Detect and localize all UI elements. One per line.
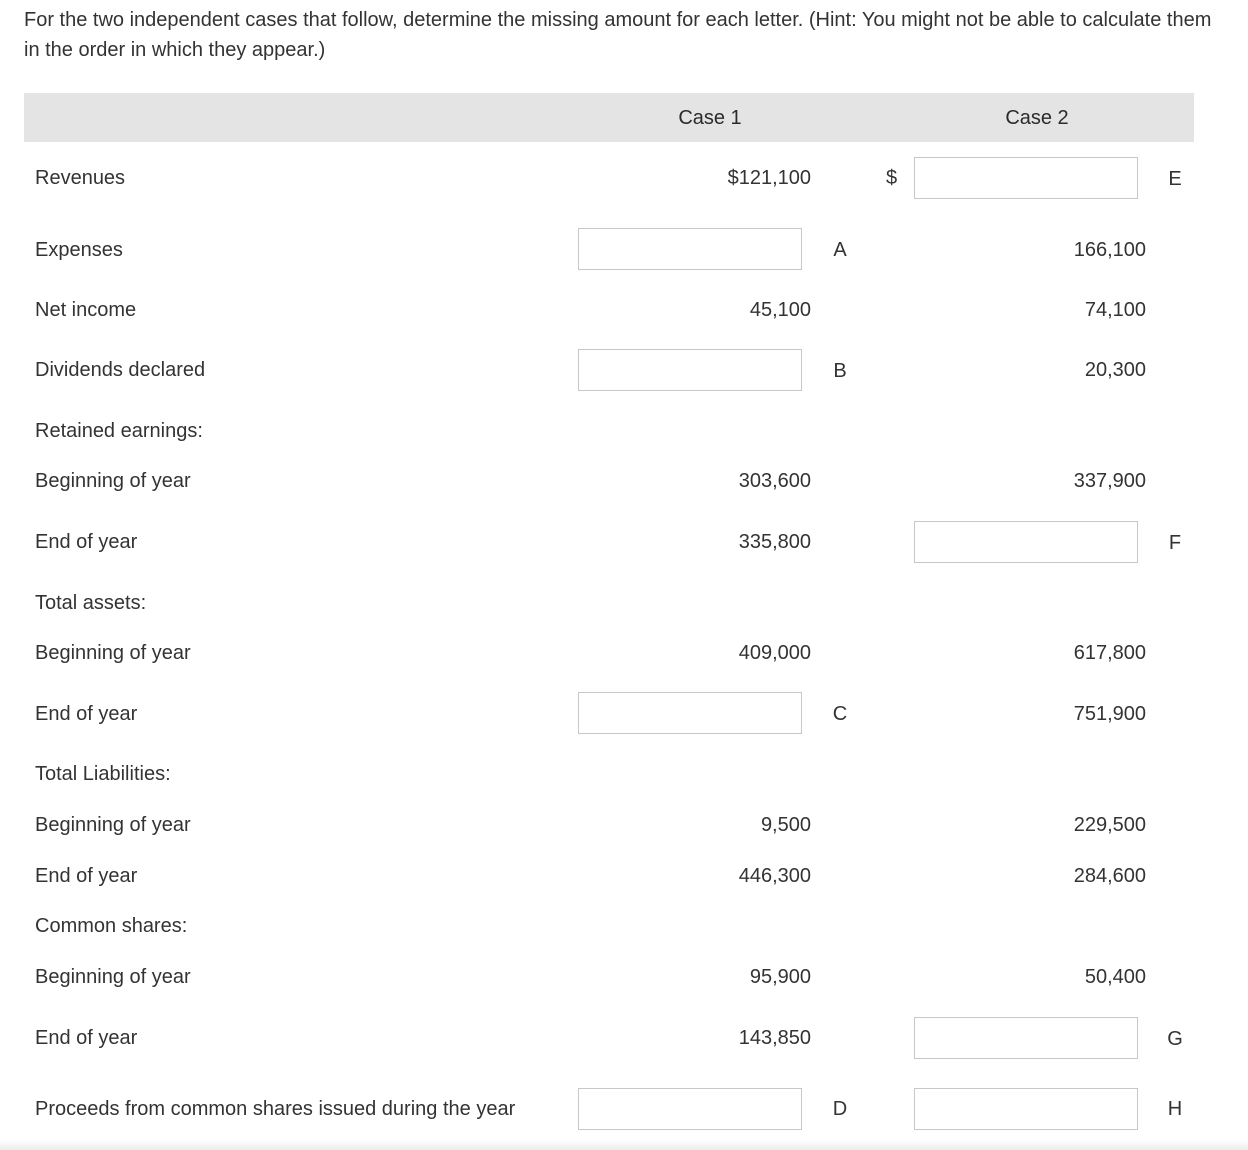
tl-end-case-2-value: 284,600 <box>1073 865 1146 887</box>
tl-beginning-case-1-value: 9,500 <box>760 814 811 836</box>
ta-end-case-2-value: 751,900 <box>1073 703 1146 725</box>
tl-end-case-1-value: 446,300 <box>738 865 811 887</box>
net-income-case-1-value: 45,100 <box>749 299 811 321</box>
re-beginning-case-1-value: 303,600 <box>738 470 811 492</box>
letter-d: D <box>832 1098 848 1120</box>
row-label-cs-end: End of year <box>35 1027 138 1049</box>
letter-c: C <box>832 703 848 725</box>
row-label-tl-end: End of year <box>35 865 138 887</box>
section-heading-retained-earnings: Retained earnings: <box>35 420 203 442</box>
input-c[interactable] <box>578 692 802 734</box>
letter-f: F <box>1168 532 1182 554</box>
row-label-cs-beginning: Beginning of year <box>35 966 191 988</box>
ta-beginning-case-2-value: 617,800 <box>1073 642 1146 664</box>
net-income-case-2-value: 74,100 <box>1084 299 1146 321</box>
row-label-re-beginning: Beginning of year <box>35 470 191 492</box>
input-a[interactable] <box>578 228 802 270</box>
cs-beginning-case-2-value: 50,400 <box>1084 966 1146 988</box>
input-b[interactable] <box>578 349 802 391</box>
section-heading-total-assets: Total assets: <box>35 592 147 614</box>
cs-end-case-1-value: 143,850 <box>738 1027 811 1049</box>
section-heading-common-shares: Common shares: <box>35 915 188 937</box>
column-header-case-1: Case 1 <box>678 107 742 129</box>
column-header-case-2: Case 2 <box>1005 107 1069 129</box>
input-f[interactable] <box>914 521 1138 563</box>
input-e[interactable] <box>914 157 1138 199</box>
cs-beginning-case-1-value: 95,900 <box>749 966 811 988</box>
dividends-case-2-value: 20,300 <box>1084 359 1146 381</box>
letter-g: G <box>1167 1028 1183 1050</box>
dollar-sign: $ <box>886 167 898 189</box>
bottom-edge-shadow <box>0 1140 1248 1150</box>
input-d[interactable] <box>578 1088 802 1130</box>
row-label-ta-end: End of year <box>35 703 138 725</box>
re-end-case-1-value: 335,800 <box>738 531 811 553</box>
row-label-revenues: Revenues <box>35 167 126 189</box>
row-label-re-end: End of year <box>35 531 138 553</box>
input-g[interactable] <box>914 1017 1138 1059</box>
row-label-net-income: Net income <box>35 299 137 321</box>
ta-beginning-case-1-value: 409,000 <box>738 642 811 664</box>
letter-b: B <box>833 360 847 382</box>
instructions-text: For the two independent cases that follow, determine the missing amount for each letter. (Hint: You might not be able to calculate them in the order in which they appear.) <box>24 9 1212 61</box>
row-label-tl-beginning: Beginning of year <box>35 814 191 836</box>
tl-beginning-case-2-value: 229,500 <box>1073 814 1146 836</box>
letter-h: H <box>1167 1098 1183 1120</box>
re-beginning-case-2-value: 337,900 <box>1073 470 1146 492</box>
row-label-expenses: Expenses <box>35 239 123 261</box>
expenses-case-2-value: 166,100 <box>1073 239 1146 261</box>
row-label-ta-beginning: Beginning of year <box>35 642 191 664</box>
section-heading-total-liabilities: Total Liabilities: <box>35 763 171 785</box>
revenues-case-1-value: $121,100 <box>727 167 811 189</box>
letter-a: A <box>833 239 847 261</box>
input-h[interactable] <box>914 1088 1138 1130</box>
letter-e: E <box>1168 168 1182 190</box>
row-label-proceeds: Proceeds from common shares issued during the year <box>35 1098 516 1120</box>
row-label-dividends: Dividends declared <box>35 359 206 381</box>
